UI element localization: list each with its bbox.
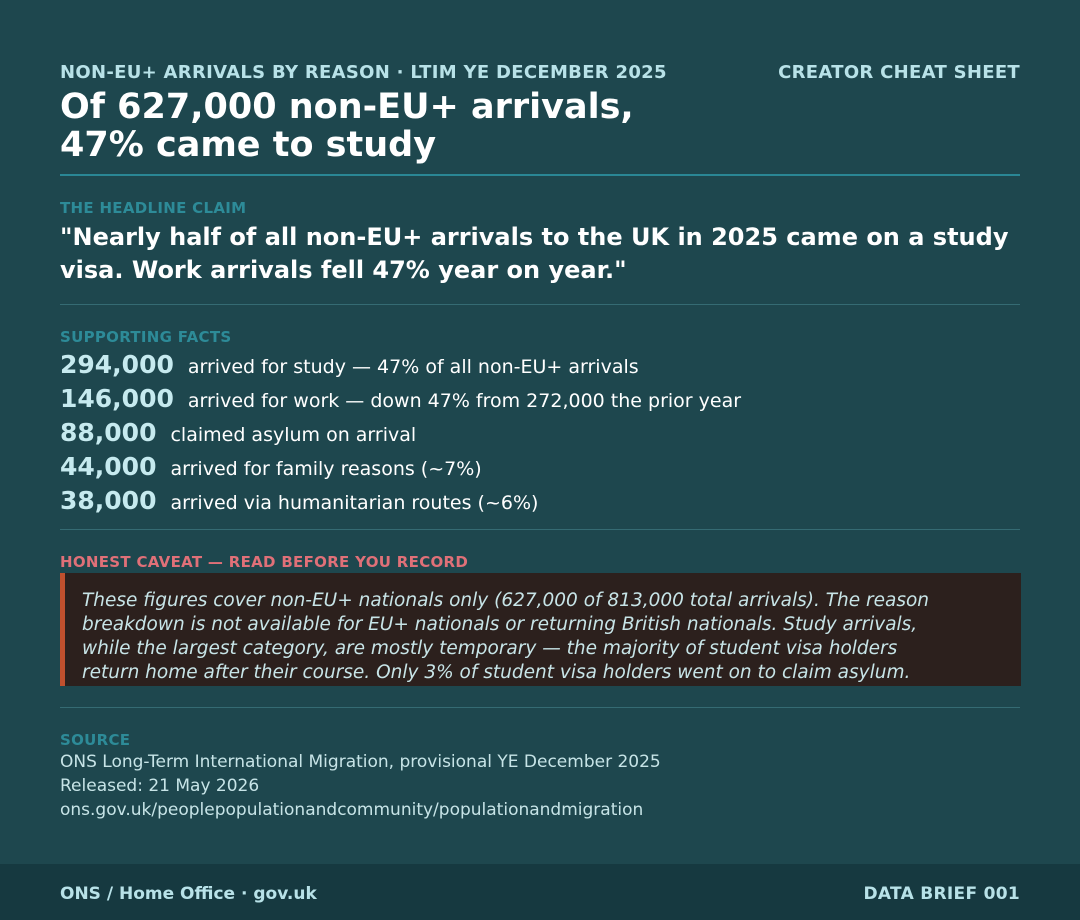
fact-text: claimed asylum on arrival bbox=[170, 424, 417, 446]
cheat-sheet-badge: CREATOR CHEAT SHEET bbox=[778, 62, 1020, 83]
fact-number: 146,000 bbox=[60, 384, 174, 413]
title-line-1: Of 627,000 non-EU+ arrivals, bbox=[60, 87, 634, 127]
source-url[interactable]: ons.gov.uk/peoplepopulationandcommunity/populationandmigration bbox=[60, 800, 644, 820]
source-title: ONS Long-Term International Migration, provisional YE December 2025 bbox=[60, 752, 661, 772]
headline-claim: "Nearly half of all non-EU+ arrivals to the UK in 2025 came on a study visa. Work arrivals fell 47% year on year." bbox=[60, 223, 1009, 284]
fact-item bbox=[60, 384, 1020, 418]
fact-number: 38,000 bbox=[60, 486, 157, 515]
header-row bbox=[60, 62, 1020, 84]
claim-divider bbox=[60, 304, 1020, 305]
source-release-date: Released: 21 May 2026 bbox=[60, 776, 260, 796]
fact-number: 44,000 bbox=[60, 452, 157, 481]
footer bbox=[0, 864, 1080, 920]
caveat-label: HONEST CAVEAT — READ BEFORE YOU RECORD bbox=[60, 553, 469, 571]
source-block bbox=[60, 750, 661, 822]
page-title bbox=[60, 88, 760, 164]
caveat-text: These figures cover non-EU+ nationals only (627,000 of 813,000 total arrivals). The reason breakdown is not available for EU+ nationals or returning British nationals. Study arrivals, while the largest category, are mostly temporary — the majority of student visa holders return home after their course. Only 3% of student visa holders went on to claim asylum. bbox=[82, 590, 930, 683]
fact-item bbox=[60, 350, 1020, 384]
caveat-divider bbox=[60, 707, 1020, 708]
footer-publisher: ONS / Home Office · gov.uk bbox=[60, 884, 317, 904]
caveat-box bbox=[60, 573, 1021, 686]
fact-item bbox=[60, 418, 1020, 452]
fact-number: 294,000 bbox=[60, 350, 174, 379]
fact-text: arrived for family reasons (~7%) bbox=[170, 458, 482, 480]
title-divider bbox=[60, 174, 1020, 176]
fact-item bbox=[60, 452, 1020, 486]
fact-text: arrived for work — down 47% from 272,000 the prior year bbox=[187, 390, 742, 412]
facts-divider bbox=[60, 529, 1020, 530]
source-label: SOURCE bbox=[60, 731, 131, 749]
title-line-2: 47% came to study bbox=[60, 125, 437, 165]
footer-brief-id: DATA BRIEF 001 bbox=[863, 884, 1020, 904]
fact-text: arrived for study — 47% of all non-EU+ arrivals bbox=[187, 356, 639, 378]
fact-item bbox=[60, 486, 1020, 520]
fact-number: 88,000 bbox=[60, 418, 157, 447]
claim-label: THE HEADLINE CLAIM bbox=[60, 199, 247, 217]
kicker: NON-EU+ ARRIVALS BY REASON · LTIM YE DECEMBER 2025 bbox=[60, 62, 667, 83]
facts-list bbox=[60, 350, 1020, 520]
facts-label: SUPPORTING FACTS bbox=[60, 328, 232, 346]
fact-text: arrived via humanitarian routes (~6%) bbox=[170, 492, 539, 514]
